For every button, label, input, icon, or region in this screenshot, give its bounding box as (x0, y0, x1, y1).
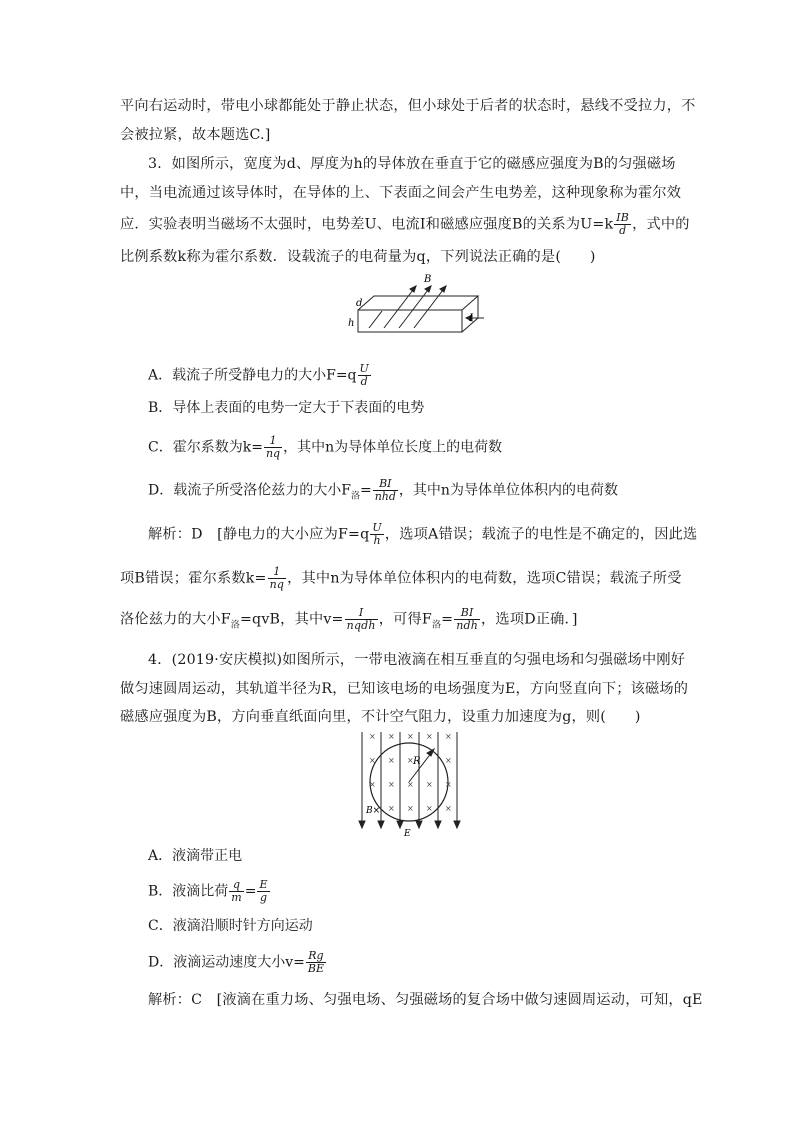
q4-option-d: D．液滴运动速度大小v= $\frac{Rg}{BE}$ (148, 949, 324, 975)
magnetic-field-arrows (369, 286, 446, 328)
svg-text:×: × (445, 732, 452, 741)
q3-answer-line-3: 洛伦兹力的大小$F_洛=qvB$，其中v= $\frac{I}{\text{nqdh}}$ ，可得$F_洛=$ $\frac{BI}{\text{ndh}}$ ，选项D正确．] (120, 606, 578, 632)
label-e-field: E (404, 829, 411, 839)
q3-line-2: 中，当电流通过该导体时，在导体的上、下表面之间会产生电势差，这种现象称为霍尔效 (120, 185, 682, 201)
label-d: d (356, 298, 363, 309)
q3-option-d: D．载流子所受洛伦兹力的大小$F_洛=$ $\frac{BI}{\text{nhd}}$ ，其中n为导体单位体积内的电荷数 (148, 477, 618, 503)
hall-effect-figure (344, 270, 484, 346)
svg-text:×: × (445, 780, 452, 789)
label-b-field: B× (366, 806, 381, 816)
svg-text:×: × (407, 804, 414, 813)
q4-option-a: A．液滴带正电 (148, 848, 243, 864)
label-b: B (424, 274, 432, 285)
q3-line-1: 3．如图所示，宽度为d、厚度为h的导体放在垂直于它的磁感应强度为B的匀强磁场 (148, 156, 676, 172)
svg-text:×: × (426, 780, 433, 789)
q4-line-1: 4．(2019·安庆模拟)如图所示，一带电液滴在相互垂直的匀强电场和匀强磁场中刚好 (148, 652, 686, 668)
q3-line-3 (120, 212, 690, 237)
q4-line-3: 磁感应强度为B，方向垂直纸面向里，不计空气阻力，设重力加速度为g，则( ) (120, 709, 641, 725)
q3-fraction-ib-d: $\frac{IB}{d}$ (616, 211, 630, 237)
svg-text:×: × (445, 804, 452, 813)
q4-answer-line-1: 解析：C [液滴在重力场、匀强电场、匀强磁场的复合场中做匀速圆周运动，可知，qE (148, 992, 703, 1008)
q4-option-c: C．液滴沿顺时针方向运动 (148, 918, 313, 934)
label-r: R (413, 756, 421, 767)
label-i: I (469, 313, 473, 324)
q3-answer-line-1: 解析：D [静电力的大小应为F=q $\frac{U}{h}$ ，选项A错误；载流子的电性是不确定的，因此选 (148, 521, 698, 547)
q3-answer-line-2: 项B错误；霍尔系数k= $\frac{1}{nq}$ ，其中n为导体单位体积内的电荷数，选项C错误；载流子所受 (120, 565, 682, 591)
q3-line-3-text-a: 应．实验表明当磁场不太强时，电势差U、电流I和磁感应强度B的关系为U=k (120, 216, 614, 233)
q4-option-b: B．液滴比荷 $\frac{q}{m}$ = $\frac{E}{g}$ (148, 878, 268, 904)
svg-text:×: × (407, 780, 414, 789)
svg-text:×: × (445, 756, 452, 765)
intro-line-1: 平向右运动时，带电小球都能处于静止状态，但小球处于后者的状态时，悬线不受拉力，不 (120, 98, 696, 114)
svg-text:×: × (388, 780, 395, 789)
label-h: h (348, 318, 355, 329)
intro-line-2: 会被拉紧，故本题选C.] (120, 127, 271, 143)
q4-line-2: 做匀速圆周运动，其轨道半径为R，已知该电场的电场强度为E，方向竖直向下；该磁场的 (120, 681, 689, 697)
q3-line-3-text-b: ，式中的 (632, 216, 690, 233)
svg-text:×: × (426, 732, 433, 741)
svg-text:×: × (388, 756, 395, 765)
svg-text:×: × (407, 732, 414, 741)
svg-text:×: × (388, 732, 395, 741)
q3-option-a: A．载流子所受静电力的大小F=q $\frac{U}{d}$ (148, 362, 369, 388)
svg-text:×: × (369, 756, 376, 765)
svg-text:×: × (388, 804, 395, 813)
svg-text:×: × (426, 804, 433, 813)
svg-text:×: × (407, 756, 414, 765)
svg-text:×: × (369, 732, 376, 741)
svg-text:×: × (369, 780, 376, 789)
circular-motion-figure (350, 730, 470, 840)
q3-option-c: C．霍尔系数为k= $\frac{1}{nq}$ ，其中n为导体单位长度上的电荷数 (148, 434, 503, 460)
q3-line-4: 比例系数k称为霍尔系数．设载流子的电荷量为q，下列说法正确的是( ) (120, 249, 596, 265)
q3-option-b: B．导体上表面的电势一定大于下表面的电势 (148, 400, 425, 416)
